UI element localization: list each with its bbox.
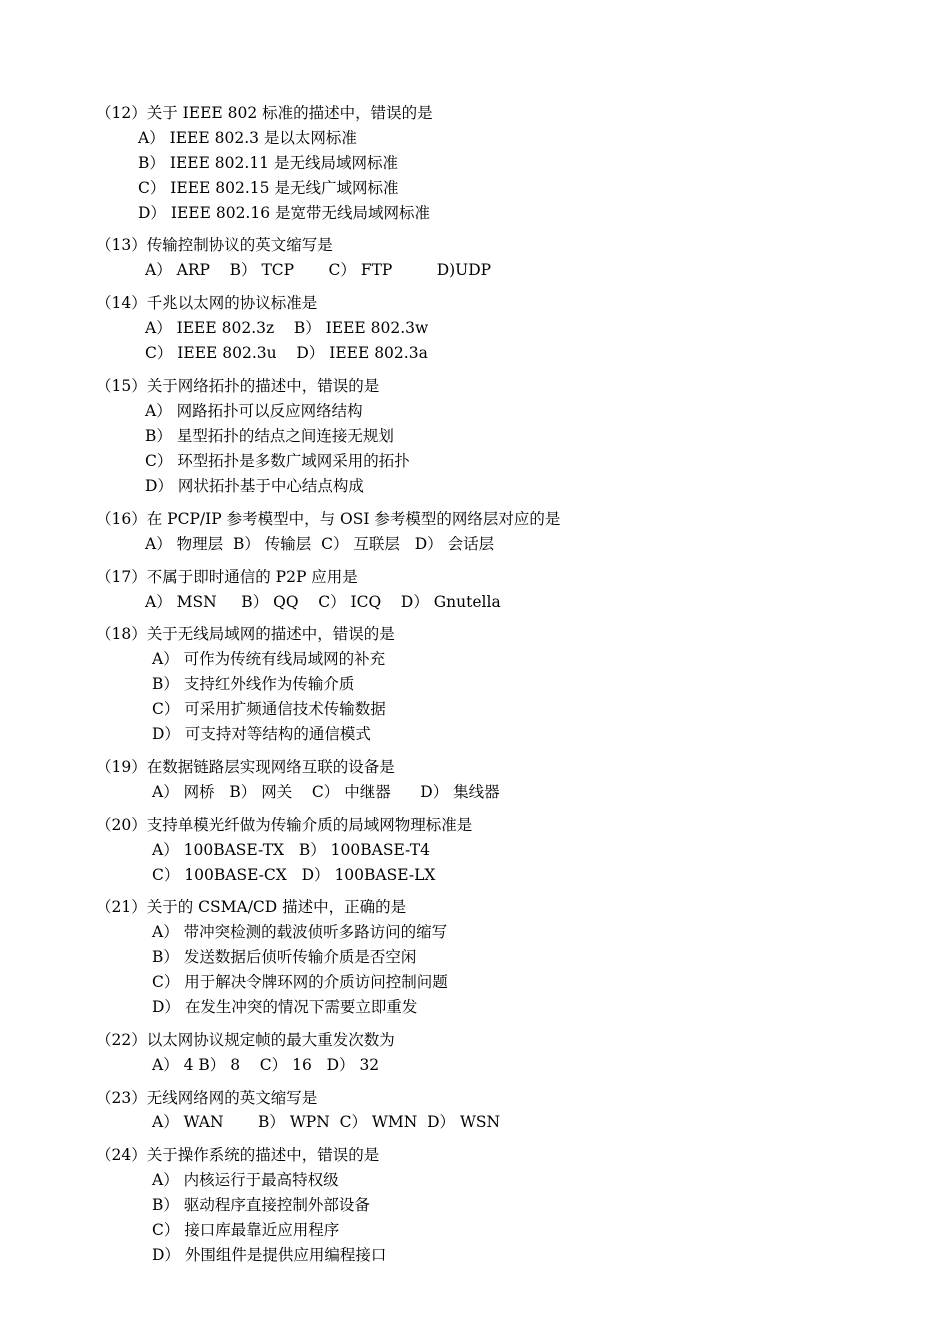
question-text: 无线网络网的英文缩写是 — [146, 1089, 318, 1107]
option-line: C） IEEE 802.15 是无线广域网标准 — [138, 179, 399, 197]
question-stem — [96, 897, 406, 917]
question-stem — [96, 815, 472, 835]
question-number: （16） — [96, 510, 147, 528]
option-line: A） 带冲突检测的载波侦听多路访问的缩写 — [152, 923, 448, 941]
question-number: （23） — [96, 1089, 147, 1107]
question-number: （22） — [96, 1031, 147, 1049]
option-line: A） 100BASE-TX B） 100BASE-T4 — [152, 841, 430, 859]
option-line: A） IEEE 802.3z B） IEEE 802.3w — [145, 319, 429, 337]
question-text: 关于的 CSMA/CD 描述中，正确的是 — [146, 898, 407, 916]
question-stem — [96, 103, 433, 123]
option-line: A） ARP B） TCP C） FTP D)UDP — [145, 261, 492, 279]
question-text: 以太网协议规定帧的最大重发次数为 — [146, 1031, 395, 1049]
option-line: A） MSN B） QQ C） ICQ D） Gnutella — [145, 593, 501, 611]
option-line: B） 发送数据后侦听传输介质是否空闲 — [152, 948, 417, 966]
option-line: A） 网桥 B） 网关 C） 中继器 D） 集线器 — [152, 783, 500, 801]
option-line: B） 星型拓扑的结点之间连接无规划 — [145, 427, 394, 445]
question-stem — [96, 624, 395, 644]
question-number: （18） — [96, 625, 147, 643]
question-text: 千兆以太网的协议标准是 — [146, 294, 318, 312]
option-line: A） 可作为传统有线局域网的补充 — [152, 650, 386, 668]
option-line: D） IEEE 802.16 是宽带无线局域网标准 — [138, 204, 431, 222]
question-text: 关于操作系统的描述中，错误的是 — [146, 1146, 380, 1164]
question-stem — [96, 757, 395, 777]
question-number: （13） — [96, 236, 147, 254]
question-text: 不属于即时通信的 P2P 应用是 — [146, 568, 358, 586]
option-line: A） 内核运行于最高特权级 — [152, 1171, 339, 1189]
option-line: A） IEEE 802.3 是以太网标准 — [138, 129, 357, 147]
option-line: D） 可支持对等结构的通信模式 — [152, 725, 371, 743]
question-text: 在数据链路层实现网络互联的设备是 — [146, 758, 395, 776]
option-line: B） IEEE 802.11 是无线局域网标准 — [138, 154, 398, 172]
option-line: C） 100BASE-CX D） 100BASE-LX — [152, 866, 436, 884]
option-line: C） 环型拓扑是多数广域网采用的拓扑 — [145, 452, 410, 470]
question-number: （21） — [96, 898, 147, 916]
question-number: （24） — [96, 1146, 147, 1164]
option-line: D） 在发生冲突的情况下需要立即重发 — [152, 998, 418, 1016]
option-line: C） 用于解决令牌环网的介质访问控制问题 — [152, 973, 448, 991]
question-number: （20） — [96, 816, 147, 834]
option-line: C） IEEE 802.3u D） IEEE 802.3a — [145, 344, 428, 362]
question-stem — [96, 567, 358, 587]
question-number: （19） — [96, 758, 147, 776]
question-stem — [96, 293, 317, 313]
question-number: （14） — [96, 294, 147, 312]
option-line: A） WAN B） WPN C） WMN D） WSN — [152, 1113, 501, 1131]
question-number: （12） — [96, 104, 147, 122]
question-text: 在 PCP/IP 参考模型中，与 OSI 参考模型的网络层对应的是 — [146, 510, 561, 528]
question-stem — [96, 509, 560, 529]
option-line: B） 驱动程序直接控制外部设备 — [152, 1196, 370, 1214]
question-stem — [96, 376, 379, 396]
question-text: 关于无线局域网的描述中，错误的是 — [146, 625, 395, 643]
option-line: B） 支持红外线作为传输介质 — [152, 675, 355, 693]
option-line: D） 外围组件是提供应用编程接口 — [152, 1246, 387, 1264]
question-text: 支持单模光纤做为传输介质的局域网物理标准是 — [146, 816, 473, 834]
question-number: （15） — [96, 377, 147, 395]
question-stem — [96, 1030, 395, 1050]
question-text: 传输控制协议的英文缩写是 — [146, 236, 333, 254]
question-text: 关于 IEEE 802 标准的描述中，错误的是 — [146, 104, 433, 122]
question-number: （17） — [96, 568, 147, 586]
question-stem — [96, 1088, 317, 1108]
option-line: A） 物理层 B） 传输层 C） 互联层 D） 会话层 — [145, 535, 495, 553]
option-line: C） 接口库最靠近应用程序 — [152, 1221, 340, 1239]
option-line: C） 可采用扩频通信技术传输数据 — [152, 700, 386, 718]
question-stem — [96, 1145, 379, 1165]
option-line: D） 网状拓扑基于中心结点构成 — [145, 477, 364, 495]
option-line: A） 4 B） 8 C） 16 D） 32 — [152, 1056, 380, 1074]
option-line: A） 网路拓扑可以反应网络结构 — [145, 402, 363, 420]
question-text: 关于网络拓扑的描述中，错误的是 — [146, 377, 380, 395]
question-stem — [96, 235, 333, 255]
